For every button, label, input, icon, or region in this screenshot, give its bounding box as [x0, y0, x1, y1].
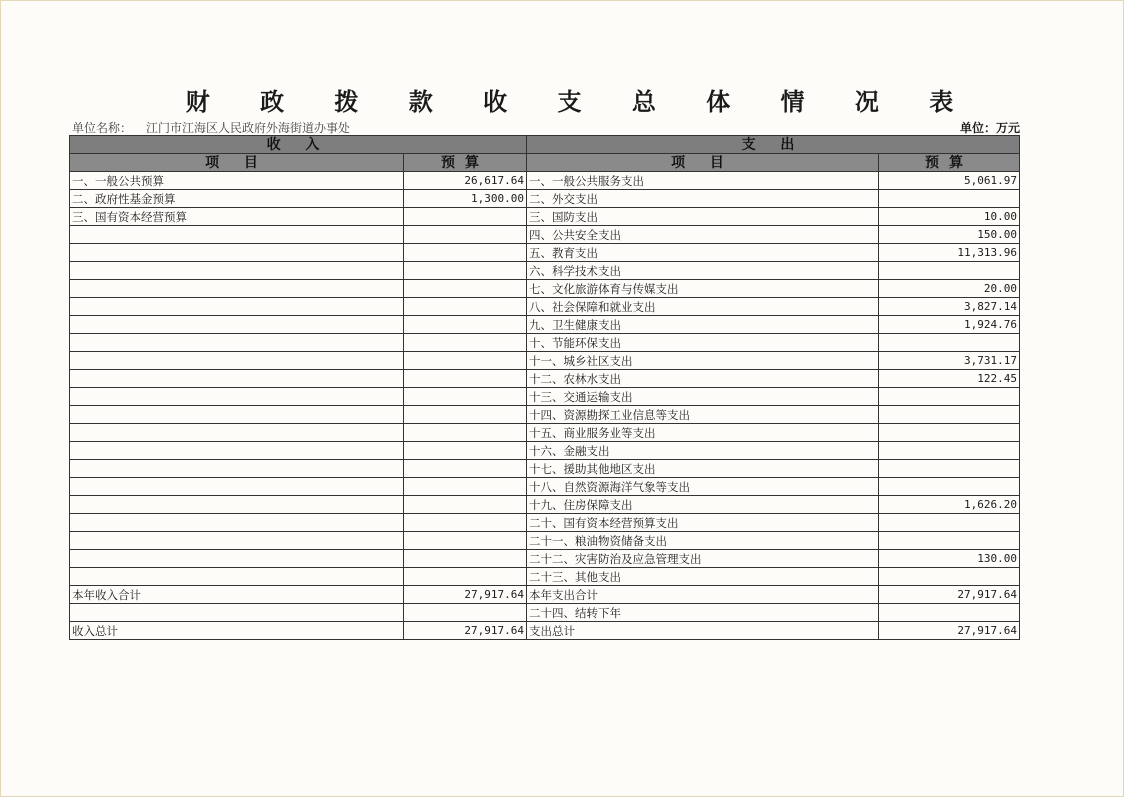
- expense-item-cell: 二十二、灾害防治及应急管理支出: [527, 550, 879, 568]
- table-row: [70, 406, 1020, 424]
- table-row: [70, 316, 1020, 334]
- table-row: [70, 298, 1020, 316]
- income-amount-cell: [404, 316, 527, 334]
- income-amount-cell: [404, 262, 527, 280]
- expense-item-cell: 一、一般公共服务支出: [527, 172, 879, 190]
- income-item-cell: [70, 568, 404, 586]
- expense-item-cell: 六、科学技术支出: [527, 262, 879, 280]
- expense-amount-cell: [879, 568, 1020, 586]
- table-row: [70, 190, 1020, 208]
- expense-amount-cell: 5,061.97: [879, 172, 1020, 190]
- expense-amount-cell: [879, 478, 1020, 496]
- expense-item-cell: 二十、国有资本经营预算支出: [527, 514, 879, 532]
- table-row: [70, 568, 1020, 586]
- expense-item-cell: 十一、城乡社区支出: [527, 352, 879, 370]
- expense-amount-cell: 3,827.14: [879, 298, 1020, 316]
- income-amount-cell: [404, 550, 527, 568]
- expense-amount-cell: 130.00: [879, 550, 1020, 568]
- income-budget-header: 预算: [404, 154, 527, 172]
- income-item-cell: [70, 244, 404, 262]
- income-item-cell: [70, 496, 404, 514]
- income-item-cell: [70, 442, 404, 460]
- income-amount-cell: [404, 442, 527, 460]
- expense-item-cell: 十、节能环保支出: [527, 334, 879, 352]
- table-row: [70, 370, 1020, 388]
- income-item-cell: [70, 406, 404, 424]
- expense-amount-cell: 1,924.76: [879, 316, 1020, 334]
- table-row: [70, 478, 1020, 496]
- table-row: [70, 586, 1020, 604]
- expense-amount-cell: 10.00: [879, 208, 1020, 226]
- expense-header: 支 出: [527, 136, 1020, 154]
- income-amount-cell: 1,300.00: [404, 190, 527, 208]
- page-title: 财 政 拨 款 收 支 总 体 情 况 表: [185, 87, 975, 116]
- table-row: [70, 442, 1020, 460]
- expense-item-header: 项 目: [527, 154, 879, 172]
- income-item-cell: [70, 424, 404, 442]
- income-amount-cell: [404, 352, 527, 370]
- expense-amount-cell: [879, 406, 1020, 424]
- income-amount-cell: 27,917.64: [404, 586, 527, 604]
- income-amount-cell: [404, 514, 527, 532]
- expense-amount-cell: [879, 604, 1020, 622]
- income-item-cell: [70, 262, 404, 280]
- table-row: [70, 532, 1020, 550]
- income-header: 收 入: [70, 136, 527, 154]
- income-amount-cell: [404, 244, 527, 262]
- expense-amount-cell: [879, 532, 1020, 550]
- expense-amount-cell: 3,731.17: [879, 352, 1020, 370]
- expense-item-cell: 九、卫生健康支出: [527, 316, 879, 334]
- table-row: [70, 496, 1020, 514]
- budget-table: [69, 135, 1020, 640]
- expense-item-cell: 二十一、粮油物资储备支出: [527, 532, 879, 550]
- table-row: [70, 460, 1020, 478]
- income-amount-cell: [404, 208, 527, 226]
- table-row: [70, 226, 1020, 244]
- expense-amount-cell: [879, 460, 1020, 478]
- income-item-cell: [70, 316, 404, 334]
- expense-amount-cell: 27,917.64: [879, 586, 1020, 604]
- header-row-columns: [70, 154, 1020, 172]
- expense-item-cell: 二十四、结转下年: [527, 604, 879, 622]
- income-item-cell: [70, 298, 404, 316]
- income-item-cell: [70, 370, 404, 388]
- table-row: [70, 244, 1020, 262]
- expense-item-cell: 十五、商业服务业等支出: [527, 424, 879, 442]
- table-row: [70, 388, 1020, 406]
- expense-amount-cell: [879, 442, 1020, 460]
- income-item-cell: 本年收入合计: [70, 586, 404, 604]
- income-amount-cell: [404, 460, 527, 478]
- income-item-cell: [70, 226, 404, 244]
- expense-item-cell: 十二、农林水支出: [527, 370, 879, 388]
- expense-item-cell: 八、社会保障和就业支出: [527, 298, 879, 316]
- expense-item-cell: 本年支出合计: [527, 586, 879, 604]
- unit-note: 单位：万元: [959, 121, 1020, 135]
- expense-amount-cell: [879, 190, 1020, 208]
- expense-item-cell: 二、外交支出: [527, 190, 879, 208]
- expense-item-cell: 十九、住房保障支出: [527, 496, 879, 514]
- income-item-cell: [70, 334, 404, 352]
- expense-amount-cell: [879, 514, 1020, 532]
- table-row: [70, 622, 1020, 640]
- income-amount-cell: [404, 424, 527, 442]
- income-item-cell: [70, 604, 404, 622]
- expense-item-cell: 三、国防支出: [527, 208, 879, 226]
- expense-amount-cell: 20.00: [879, 280, 1020, 298]
- table-row: [70, 172, 1020, 190]
- expense-amount-cell: [879, 424, 1020, 442]
- income-amount-cell: [404, 478, 527, 496]
- income-amount-cell: [404, 388, 527, 406]
- income-amount-cell: [404, 532, 527, 550]
- expense-budget-header: 预算: [879, 154, 1020, 172]
- expense-amount-cell: 150.00: [879, 226, 1020, 244]
- table-row: [70, 280, 1020, 298]
- org-name: 江门市江海区人民政府外海街道办事处: [146, 121, 351, 135]
- income-amount-cell: [404, 496, 527, 514]
- expense-amount-cell: [879, 334, 1020, 352]
- unit-label: 单位名称：: [72, 121, 133, 135]
- expense-item-cell: 十三、交通运输支出: [527, 388, 879, 406]
- table-row: [70, 514, 1020, 532]
- expense-item-cell: 十六、金融支出: [527, 442, 879, 460]
- table-row: [70, 334, 1020, 352]
- unit-row: [72, 119, 1020, 135]
- income-amount-cell: [404, 334, 527, 352]
- income-amount-cell: [404, 568, 527, 586]
- expense-item-cell: 四、公共安全支出: [527, 226, 879, 244]
- expense-item-cell: 二十三、其他支出: [527, 568, 879, 586]
- header-row-sections: [70, 136, 1020, 154]
- income-item-cell: [70, 280, 404, 298]
- income-item-cell: [70, 532, 404, 550]
- income-amount-cell: [404, 298, 527, 316]
- table-row: [70, 424, 1020, 442]
- income-amount-cell: 26,617.64: [404, 172, 527, 190]
- income-item-cell: 二、政府性基金预算: [70, 190, 404, 208]
- org-label: [72, 119, 350, 136]
- income-amount-cell: [404, 604, 527, 622]
- table-row: [70, 262, 1020, 280]
- income-amount-cell: [404, 370, 527, 388]
- income-item-header: 项 目: [70, 154, 404, 172]
- income-item-cell: [70, 460, 404, 478]
- income-item-cell: [70, 478, 404, 496]
- table-row: [70, 352, 1020, 370]
- income-item-cell: 收入总计: [70, 622, 404, 640]
- table-row: [70, 208, 1020, 226]
- income-amount-cell: [404, 226, 527, 244]
- income-item-cell: [70, 352, 404, 370]
- income-amount-cell: [404, 280, 527, 298]
- expense-item-cell: 七、文化旅游体育与传媒支出: [527, 280, 879, 298]
- table-row: [70, 604, 1020, 622]
- expense-amount-cell: [879, 388, 1020, 406]
- income-item-cell: [70, 550, 404, 568]
- income-item-cell: 一、一般公共预算: [70, 172, 404, 190]
- expense-item-cell: 十四、资源勘探工业信息等支出: [527, 406, 879, 424]
- expense-item-cell: 支出总计: [527, 622, 879, 640]
- expense-item-cell: 十八、自然资源海洋气象等支出: [527, 478, 879, 496]
- income-item-cell: [70, 388, 404, 406]
- expense-item-cell: 五、教育支出: [527, 244, 879, 262]
- expense-amount-cell: [879, 262, 1020, 280]
- expense-amount-cell: 122.45: [879, 370, 1020, 388]
- expense-item-cell: 十七、援助其他地区支出: [527, 460, 879, 478]
- expense-amount-cell: 11,313.96: [879, 244, 1020, 262]
- expense-amount-cell: 27,917.64: [879, 622, 1020, 640]
- income-item-cell: 三、国有资本经营预算: [70, 208, 404, 226]
- expense-amount-cell: 1,626.20: [879, 496, 1020, 514]
- income-amount-cell: [404, 406, 527, 424]
- income-item-cell: [70, 514, 404, 532]
- income-amount-cell: 27,917.64: [404, 622, 527, 640]
- table-row: [70, 550, 1020, 568]
